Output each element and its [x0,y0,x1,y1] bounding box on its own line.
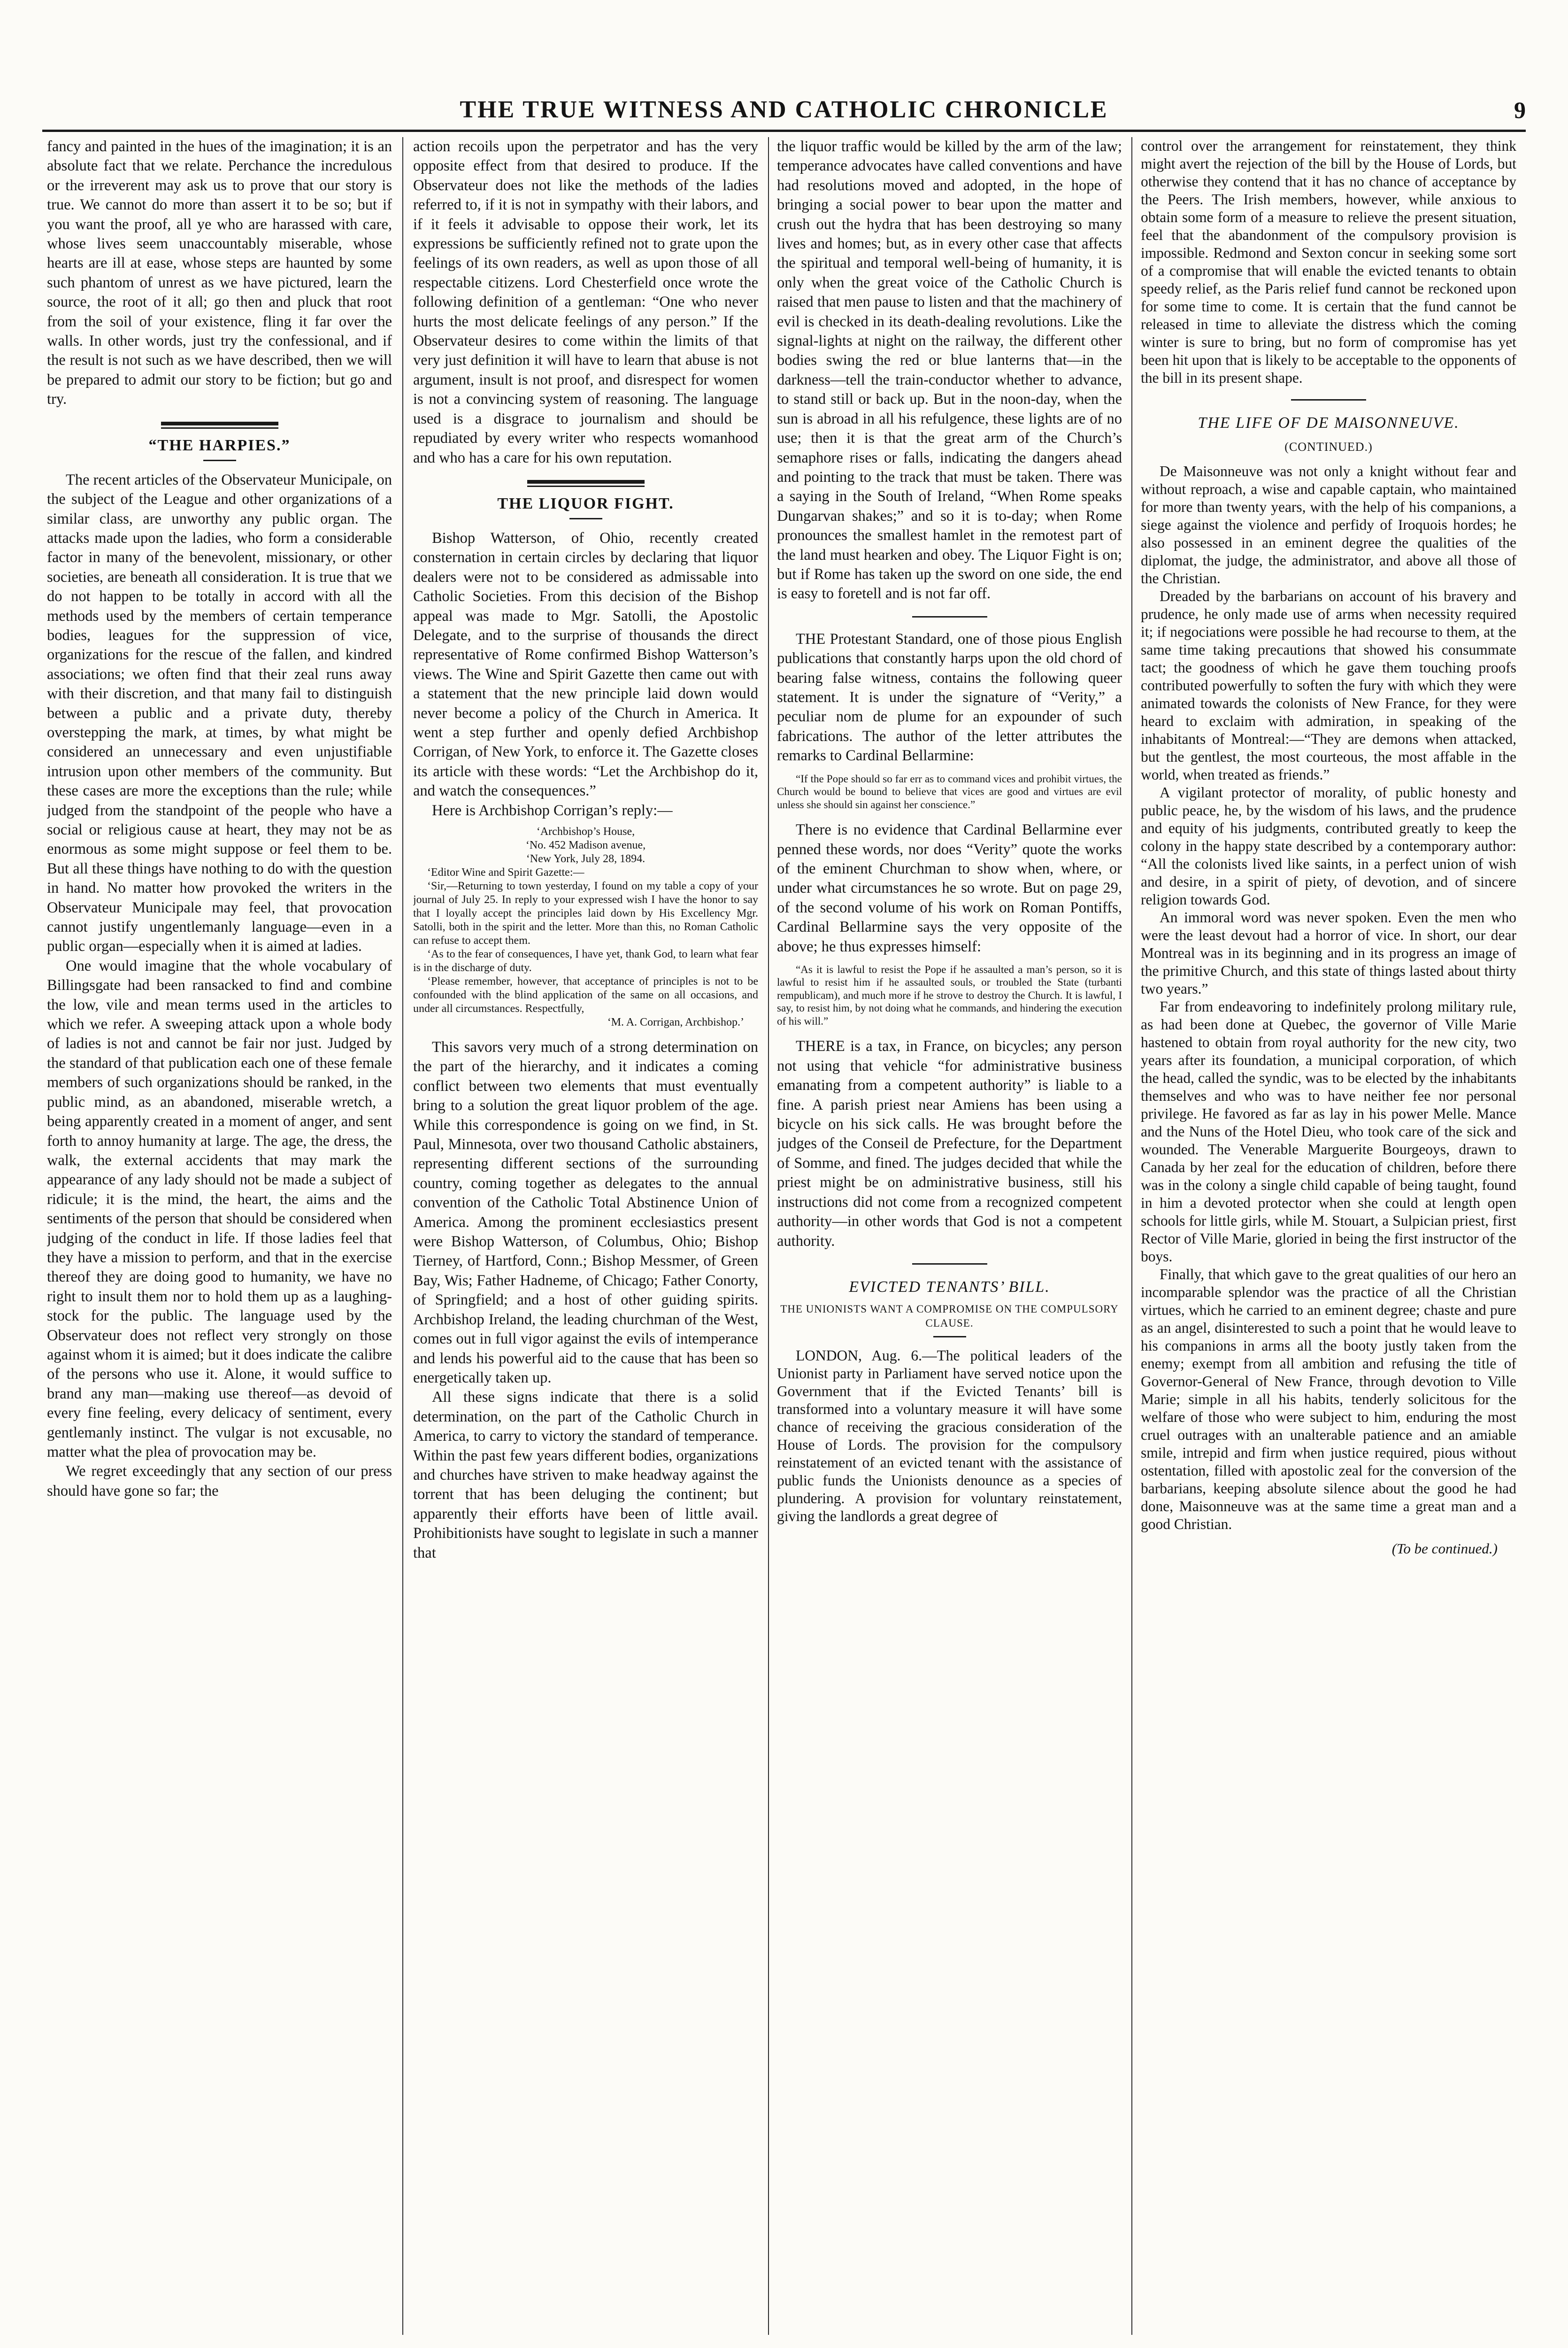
section-rule [912,1263,987,1265]
article-paragraph: THERE is a tax, in France, on bicycles; any person not using that vehicle “for administrative business emanating from a competent authority” is liable to a fine. A parish priest near Amiens has been using a bicycle on his sick calls. He was brought before the judges of the Conseil de Prefecture, for the Department of Somme, and fined. The judges decided that while the priest might be on administrative business, still his instructions did not come from a recognized competent authority—in other words that God is not a competent authority. [777,1038,1122,1250]
to-be-continued: (To be continued.) [1391,1540,1498,1557]
bellarmine-quote-false [777,772,1122,811]
quote-text: “As it is lawful to resist the Pope if he assaulted a man’s person, so it is lawful to resist him if he assaulted souls, or troubled the State (turbanti rempublicam), and much more if he strove to destroy the Church. It is lawful, I say, to resist him, by not doing what he commands, and hindering the execution of his will.” [777,963,1122,1027]
article-paragraph: We regret exceedingly that any section of our press should have gone so far; the [47,1463,392,1499]
masthead-rule [42,130,1526,132]
masthead-title: THE TRUE WITNESS AND CATHOLIC CHRONICLE [460,96,1108,123]
article-paragraph: Far from endeavoring to indefinitely prolong military rule, as had been done at Quebec, the governor of Ville Marie hastened to obtain from royal authority for the new city, two years after its foundation, a municipal corporation, of which the head, called the syndic, was to be elected by the inhabitants themselves and who was to have neither fee nor personal privilege. He favored as far as lay in his power Melle. Mance and the Nuns of the Hotel Dieu, who took care of the sick and wounded. The Venerable Marguerite Bourgeoys, drawn to Canada by her zeal for the education of children, before there was in the colony a single child capable of being taught, found in him a devoted protector when she could at length open schools for little girls, while M. Stouart, a Sulpician priest, first Rector of Ville Marie, gloried in being the first instructor of the boys. [1141,998,1516,1265]
evicted-tenants-heading: EVICTED TENANTS’ BILL. [849,1278,1050,1296]
column-1 [47,137,392,2335]
article-paragraph: One would imagine that the whole vocabulary of Billingsgate had been ransacked to find and combine the low, vile and mean terms used in the articles to which we refer. A sweeping attack upon a whole body of ladies is not and cannot be fair nor just. Judged by the standard of that publication each one of these female members of such organizations should be ranked, in the public mind, as an abandoned, miserable wretch, a being apparently created in a moment of anger, and sent forth to annoy humanity at large. The age, the dress, the walk, the external accidents that may mark the appearance of any lady should not be made a subject of ridicule; it is the mind, the heart, the aims and the sentiments of the person that should be considered when judging of the conduct in life. If those ladies feel that they have a mission to perform, and that in the exercise thereof they are doing good to humanity, we have no right to insult them nor to hold them up as a laughing-stock for the public. The language used by the Observateur does not reflect very strongly on those against whom it is aimed; but it does indicate the calibre of the persons who use it. Alone, it would suffice to brand any man—making use thereof—as devoid of every fine feeling, every delicacy of sentiment, every gentlemanly instinct. The vulgar is not excusable, no matter what the plea of provocation may be. [47,957,392,1460]
article-paragraph: There is no evidence that Cardinal Bellarmine ever penned these words, nor does “Verity” quote the works of the eminent Churchman to show when, where, or under what circumstances he so wrote. But on page 29, of the second volume of his work on Roman Pontiffs, Cardinal Bellarmine says the very opposite of the above; he thus expresses himself: [777,821,1122,955]
bellarmine-quote-true [777,963,1122,1028]
section-rule [1291,399,1366,401]
section-rule [912,616,987,618]
heading-rule [933,1336,966,1337]
article-paragraph: the liquor traffic would be killed by the arm of the law; temperance advocates have called conventions and have had resolutions moved and adopted, in the hope of bringing a social power to bear upon the matter and crush out the hydra that has been destroying so many lives and homes; but, as in every other case that affects the spiritual and temporal well-being of humanity, it is only when the great voice of the Catholic Church is raised that men pause to listen and that the machinery of evil is checked in its death-dealing revolutions. Like the signal-lights at night on the railway, the different other bodies swing the red or blue lanterns that—in the darkness—tell the train-conductor whether to advance, to stand still or back up. But in the noon-day, when the sun is abroad in all his refulgence, these lights are of no use; then it is that the great arm of the Church’s semaphore rises or falls, indicating the dangers ahead and pointing to the track that must be taken. There was a saying in the South of Ireland, “When Rome speaks Dungarvan shakes;” and so it is to-day; when Rome pronounces the smallest hamlet in the remotest part of the land must hearken and obey. The Liquor Fight is on; but if Rome has taken up the sword on one side, the end is easy to foretell and is not far off. [777,138,1122,602]
article-paragraph: This savors very much of a strong determination on the part of the hierarchy, and it indicates a coming conflict between two elements that must eventually bring to a solution the great liquor problem of the age. While this correspondence is going on we find, in St. Paul, Minnesota, over two thousand Catholic abstainers, representing different sections of the surrounding country, coming together as delegates to the annual convention of the Catholic Total Abstinence Union of America. Among the prominent ecclesiastics present were Bishop Watterson, of Columbus, Ohio; Bishop Tierney, of Hartford, Conn.; Bishop Messmer, of Green Bay, Wis; Father Hadneme, of Chicago; Father Conorty, of Springfield; and a host of other guiding spirits. Archbishop Ireland, the leading churchman of the West, comes out in full vigor against the evils of intemperance and lends his powerful aid to the cause that has been so energetically taken up. [413,1039,758,1386]
column-2 [413,137,758,2335]
harpies-heading: “THE HARPIES.” [148,436,291,454]
article-paragraph: action recoils upon the perpetrator and has the very opposite effect from that desired to produce. If the Observateur does not like the methods of the ladies referred to, if it is not in sympathy with their labors, and if it feels it advisable to oppose their work, let its expressions be sufficiently refined not to grate upon the feelings of its own readers, as well as upon those of all respectable citizens. Lord Chesterfield once wrote the following definition of a gentleman: “One who never hurts the most delicate feelings of any person.” If the Observateur desires to come within the limits of that very just definition it will have to learn that abuse is not argument, insult is not proof, and disrespect for women is not a convincing system of reasoning. The language used is a disgrace to journalism and should be repudiated by every writer who respects womanhood and who has a care for his own reputation. [413,138,758,466]
column-4 [1141,137,1516,2335]
quote-text: “If the Pope should so far err as to command vices and prohibit virtues, the Church would be bound to believe that vices are good and virtues are evil unless she should sin against her conscience.” [777,772,1122,811]
letter-address: ‘No. 452 Madison avenue, [525,839,646,851]
article-paragraph: An immoral word was never spoken. Even the men who were the least devout had a horror of vice. In short, our dear Montreal was in its beginning and in its progress an image of the primitive Church, and this state of things lasted about thirty two years.” [1141,909,1516,997]
article-paragraph: The recent articles of the Observateur Municipale, on the subject of the League and other organizations of a similar class, are unworthy any public organ. The attacks made upon the ladies, who form a considerable factor in many of the benevolent, missionary, or other societies, are beneath all consideration. It is true that we do not happen to be totally in accord with all the methods used by the members of certain temperance bodies, leagues for the suppression of vice, organizations for the rescue of the fallen, and kindred associations; we often find that their zeal runs away with their discretion, and that many fail to distinguish between a public and a private duty, thereby overstepping the mark, at times, by what might be considered an unnecessary and even unjustifiable intrusion upon other members of the community. But these cases are more the exceptions than the rule; while judged from the standpoint of the people who have a social or religious cause at heart, they may not be as enormous as some might suppose or feel them to be. But all these things have nothing to do with the question in hand. No matter how provoked the writers in the Observateur Municipale may feel, that provocation cannot justify ungentlemanly language—even in a public organ—especially when it is aimed at ladies. [47,471,392,955]
article-paragraph: All these signs indicate that there is a solid determination, on the part of the Catholic Church in America, to carry to victory the standard of temperance. Within the past few years different bodies, organizations and churches have striven to make headway against the torrent that has been deluging the continent; but apparently their efforts have been of little avail. Prohibitionists have sought to legislate in such a manner that [413,1389,758,1561]
column-divider [1131,137,1132,2335]
letter-paragraph: ‘As to the fear of consequences, I have yet, thank God, to learn what fear is in the discharge of duty. [413,948,758,974]
continued-label: (CONTINUED.) [1284,440,1373,454]
corrigan-letter [413,825,758,1029]
section-rule [47,422,392,429]
column-divider [768,137,769,2335]
masthead [42,96,1526,124]
letter-address: ‘New York, July 28, 1894. [526,853,646,865]
column-divider [402,137,403,2335]
section-rule [413,480,758,487]
letter-signature: ‘M. A. Corrigan, Archbishop.’ [607,1016,744,1028]
article-paragraph: control over the arrangement for reinstatement, they think might avert the rejection of the bill by the House of Lords, but otherwise they contend that it has no chance of acceptance by the Peers. The Irish members, however, while anxious to obtain some form of a measure to relieve the present situation, feel that the abandonment of the compulsory provision is impossible. Redmond and Sexton concur in seeking some sort of a compromise that will enable the evicted tenants to obtain speedy relief, as the Paris relief fund cannot be reckoned upon for some time to come. It is certain that the fund cannot be released in time to alleviate the distress which the coming winter is sure to bring, but no form of compromise has yet been hit upon that is likely to be acceptable to the opponents of the bill in its present shape. [1141,138,1516,386]
letter-address: ‘Archbishop’s House, [536,826,635,838]
letter-paragraph: ‘Please remember, however, that acceptance of principles is not to be confounded with the blind application of the same on all occasions, and under all circumstances. Respectfully, [413,975,758,1015]
evicted-tenants-subhead: THE UNIONISTS WANT A COMPROMISE ON THE COMPULSORY CLAUSE. [780,1303,1119,1329]
column-3 [777,137,1122,2335]
article-paragraph: fancy and painted in the hues of the imagination; it is an absolute fact that we relate. Perchance the incredulous or the irreverent may ask us to prove that our story is true. We cannot do more than assert it to be so; but if you want the proof, all ye who are harassed with care, whose lives seem unaccountably miserable, whose hearts are ill at ease, whose steps are haunted by some such phantom of unrest as we have pictured, learn the source, the root of it all; go then and pluck that root from the soil of your existence, fling it far over the walls. In other words, just try the confessional, and if the result is not such as we have described, then we will be prepared to admit our story to be fiction; but go and try. [47,138,392,408]
letter-salutation: ‘Editor Wine and Spirit Gazette:— [427,866,584,879]
heading-rule [569,518,602,519]
liquor-fight-heading: THE LIQUOR FIGHT. [497,494,674,512]
article-paragraph: LONDON, Aug. 6.—The political leaders of the Unionist party in Parliament have served notice upon the Government that if the Evicted Tenants’ bill is transformed into a voluntary measure it will have some chance of receiving the gracious consideration of the House of Lords. The provision for the compulsory reinstatement of an evicted tenant with the assistance of public funds the Unionists denounce as a species of plundering. A provision for voluntary reinstatement, giving the landlords a great degree of [777,1347,1122,1524]
page-number: 9 [1514,97,1526,123]
letter-paragraph: ‘Sir,—Returning to town yesterday, I found on my table a copy of your journal of July 25. In reply to your expressed wish I have the honor to say that I loyally accept the principles laid down by His Excellency Mgr. Satolli, both in the spirit and the letter. More than this, no Roman Catholic can refuse to accept them. [413,880,758,947]
heading-rule [203,460,236,461]
article-paragraph: Here is Archbishop Corrigan’s reply:— [432,802,673,819]
article-paragraph: A vigilant protector of morality, of public honesty and public peace, he, by the wisdom of his laws, and the prudence and equity of his judgments, contributed greatly to keep the colony in the happy state described by a contemporary author: “All the colonists lived like saints, in a perfect union of wish and desire, in a spirit of piety, of devotion, and of sincere religion towards God. [1141,784,1516,908]
article-paragraph: Finally, that which gave to the great qualities of our hero an incomparable splendor was the practice of all the Christian virtues, which he carried to an eminent degree; chaste and pure as an angel, disinterested to such a point that he would leave to his companions in arms all the booty justly taken from the enemy; exempt from all ambition and refusing the title of Governor-General of New France, through devotion to Ville Marie; simple in all his habits, tenderly solicitous for the welfare of those who were subject to him, enduring the most cruel outrages with an unalterable patience and an amiable smile, intrepid and firm when justice required, pious without ostentation, filled with apostolic zeal for the conversion of the barbarians, keeping absolute silence about the good he had done, Maisonneuve was at the same time a great man and a good Christian. [1141,1266,1516,1532]
life-of-de-maisonneuve-heading: THE LIFE OF DE MAISONNEUVE. [1198,414,1460,432]
article-paragraph: De Maisonneuve was not only a knight without fear and without reproach, a wise and capable captain, who maintained for more than twenty years, with the help of his companions, a siege against the violence and perfidy of Iroquois hordes; he also possessed in an eminent degree the qualities of the diplomat, the judge, the administrator, and above all those of the Christian. [1141,463,1516,587]
article-paragraph: THE Protestant Standard, one of those pious English publications that constantly harps upon the old chord of bearing false witness, contains the following queer statement. It is under the signature of “Verity,” a peculiar nom de plume for an expounder of such fabrications. The author of the letter attributes the remarks to Cardinal Bellarmine: [777,630,1122,765]
article-paragraph: Bishop Watterson, of Ohio, recently created consternation in certain circles by declaring that liquor dealers were not to be considered as admissable into Catholic Societies. From this decision of the Bishop appeal was made to Mgr. Satolli, the Apostolic Delegate, and to the surprise of thousands the direct representative of Rome confirmed Bishop Watterson’s views. The Wine and Spirit Gazette then came out with a statement that the new principle laid down would never become a policy of the Church in America. It went a step further and openly defied Archbishop Corrigan, of New York, to enforce it. The Gazette closes its article with these words: “Let the Archbishop do it, and watch the consequences.” [413,529,758,800]
article-paragraph: Dreaded by the barbarians on account of his bravery and prudence, he only made use of arms when necessity required it; if negociations were possible he had recourse to them, at the same time taking precautions that showed his consummate tact; the goodness of which he gave them touching proofs contributed powerfully to soften the fury with which they were animated towards the colonists of New France, for they were heard to exclaim with admiration, in speaking of the inhabitants of Montreal:—“They are demons when attacked, but the gentlest, the most courteous, the most affable in the world, when treated as friends.” [1141,588,1516,783]
